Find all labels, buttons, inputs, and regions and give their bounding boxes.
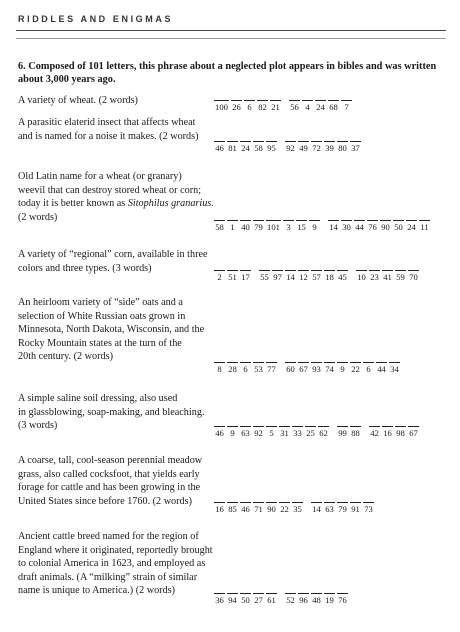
letter-slot: 9: [309, 220, 320, 232]
answer-word: [214, 362, 279, 374]
puzzle-intro: 6. Composed of 101 letters, this phrase about a neglected plot appears in bibles and was written about 3,000 years ago.: [18, 61, 437, 85]
letter-slot: 15: [297, 222, 306, 232]
clue-line: Minnesota, North Dakota, Wisconsin, and the: [18, 324, 205, 336]
letter-slot: 8: [214, 362, 225, 374]
letter-slot: 4: [302, 100, 313, 112]
header-rule: [16, 30, 446, 31]
letter-slot: 17: [241, 272, 250, 282]
answer-6: [214, 426, 427, 438]
letter-slot: 46: [241, 504, 250, 514]
letter-slot: 24: [316, 102, 325, 112]
letter-slot: 48: [312, 595, 321, 605]
letter-slot: 59: [396, 272, 405, 282]
letter-slot: 98: [396, 428, 405, 438]
letter-slot: 94: [228, 595, 237, 605]
answer-word: [285, 141, 363, 153]
letter-slot: 46: [215, 428, 224, 438]
letter-slot: 2: [214, 270, 225, 282]
clue-line: draft animals. (A “milking” strain of similar: [18, 571, 198, 583]
answer-word: [214, 220, 322, 232]
clue-7: [18, 454, 202, 508]
letter-slot: 96: [299, 595, 308, 605]
answer-word: [369, 426, 421, 438]
letter-slot: 6: [363, 362, 374, 374]
clue-2: [18, 116, 199, 143]
letter-slot: 50: [394, 222, 403, 232]
letter-slot: 100: [215, 102, 228, 112]
letter-slot: 7: [341, 100, 352, 112]
letter-slot: 14: [286, 272, 295, 282]
clue-4: [18, 248, 208, 275]
letter-slot: 12: [299, 272, 308, 282]
letter-slot: 30: [342, 222, 351, 232]
letter-slot: 3: [283, 220, 294, 232]
letter-slot: 34: [390, 364, 399, 374]
letter-slot: 90: [381, 222, 390, 232]
letter-slot: 37: [351, 143, 360, 153]
letter-slot: 76: [338, 595, 347, 605]
letter-slot: 63: [325, 504, 334, 514]
clue-line: A variety of “regional” corn, available in three: [18, 249, 208, 260]
letter-slot: 68: [329, 102, 338, 112]
letter-slot: 56: [290, 102, 299, 112]
clue-line: United States since before 1760. (2 words): [18, 495, 192, 507]
letter-slot: 18: [325, 272, 334, 282]
clue-1: [18, 94, 138, 108]
letter-slot: 62: [319, 428, 328, 438]
clue-line: Old Latin name for a wheat (or granary): [18, 171, 182, 182]
letter-slot: 72: [312, 143, 321, 153]
letter-slot: 93: [312, 364, 321, 374]
letter-slot: 10: [357, 272, 366, 282]
letter-slot: 61: [267, 595, 276, 605]
clue-line: and is named for a noise it makes. (2 words): [18, 130, 199, 142]
clue-line: 20th century. (2 words): [18, 351, 113, 363]
header-rule-thin: [16, 38, 446, 39]
letter-slot: 21: [271, 102, 280, 112]
answer-3: [214, 220, 438, 232]
letter-slot: 1: [227, 220, 238, 232]
letter-slot: 70: [409, 272, 418, 282]
answer-4: [214, 270, 427, 282]
clue-line: name is unique to America.) (2 words): [18, 585, 176, 597]
clue-5: [18, 296, 204, 364]
letter-slot: 33: [293, 428, 302, 438]
letter-slot: 52: [286, 595, 295, 605]
answer-word: [259, 270, 350, 282]
letter-slot: 60: [286, 364, 295, 374]
clue-line: A coarse, tall, cool-season perennial meadow: [18, 455, 203, 466]
letter-slot: 35: [293, 504, 302, 514]
letter-slot: 23: [370, 272, 379, 282]
letter-slot: 31: [280, 428, 289, 438]
letter-slot: 91: [351, 504, 360, 514]
letter-slot: 11: [420, 222, 429, 232]
clue-line: selection of White Russian oats grown in: [18, 310, 186, 322]
clue-6: [18, 392, 204, 433]
letter-slot: 81: [228, 143, 237, 153]
answer-8: [214, 593, 356, 605]
clue-3: [18, 170, 214, 224]
letter-slot: 90: [267, 504, 276, 514]
clue-line: grass, also called cocksfoot, that yields early: [18, 468, 200, 480]
clue-line: Ancient cattle breed named for the region of: [18, 531, 199, 542]
letter-slot: 42: [370, 428, 379, 438]
letter-slot: 24: [241, 143, 250, 153]
letter-slot: 46: [215, 143, 224, 153]
clue-line: An heirloom variety of “side” oats and a: [18, 297, 183, 308]
letter-slot: 44: [355, 222, 364, 232]
letter-slot: 85: [228, 504, 237, 514]
answer-5: [214, 362, 408, 374]
letter-slot: 82: [258, 102, 267, 112]
answer-word: [311, 502, 376, 514]
letter-slot: 6: [244, 100, 255, 112]
answer-word: [214, 593, 279, 605]
letter-slot: 19: [325, 595, 334, 605]
letter-slot: 76: [368, 222, 377, 232]
letter-slot: 101: [267, 222, 280, 232]
answer-word: [285, 362, 402, 374]
letter-slot: 95: [267, 143, 276, 153]
answer-word: [289, 100, 354, 112]
letter-slot: 92: [286, 143, 295, 153]
letter-slot: 67: [299, 364, 308, 374]
clue-line: today it is better known as Sitophilus granarius.: [18, 198, 214, 210]
letter-slot: 71: [254, 504, 263, 514]
letter-slot: 80: [338, 143, 347, 153]
letter-slot: 14: [329, 222, 338, 232]
letter-slot: 49: [299, 143, 308, 153]
letter-slot: 9: [227, 426, 238, 438]
letter-slot: 79: [254, 222, 263, 232]
answer-word: [214, 502, 305, 514]
section-header: RIDDLES AND ENIGMAS: [18, 14, 174, 24]
letter-slot: 27: [254, 595, 263, 605]
clue-line: in glassblowing, soap-making, and bleaching.: [18, 406, 205, 418]
letter-slot: 45: [338, 272, 347, 282]
letter-slot: 44: [377, 364, 386, 374]
clue-line: (3 words): [18, 420, 58, 432]
answer-word: [356, 270, 421, 282]
letter-slot: 51: [228, 272, 237, 282]
letter-slot: 5: [266, 426, 277, 438]
answer-word: [285, 593, 350, 605]
letter-slot: 57: [312, 272, 321, 282]
letter-slot: 53: [254, 364, 263, 374]
answer-word: [214, 426, 331, 438]
letter-slot: 16: [215, 504, 224, 514]
clue-line: A simple saline soil dressing, also used: [18, 393, 178, 404]
letter-slot: 73: [364, 504, 373, 514]
clue-line: Rocky Mountain states at the turn of the: [18, 337, 182, 349]
clue-line: England where it originated, reportedly brought: [18, 544, 213, 556]
letter-slot: 92: [254, 428, 263, 438]
clue-8: [18, 530, 213, 598]
letter-slot: 58: [254, 143, 263, 153]
letter-slot: 14: [312, 504, 321, 514]
answer-7: [214, 502, 382, 514]
letter-slot: 50: [241, 595, 250, 605]
clue-line: (2 words): [18, 211, 58, 223]
letter-slot: 55: [260, 272, 269, 282]
letter-slot: 28: [228, 364, 237, 374]
answer-word: [337, 426, 363, 438]
answer-word: [214, 100, 283, 112]
letter-slot: 39: [325, 143, 334, 153]
answer-1: [214, 100, 360, 112]
answer-word: [328, 220, 432, 232]
letter-slot: 26: [232, 102, 241, 112]
letter-slot: 24: [407, 222, 416, 232]
clue-line: forage for cattle and has been growing in the: [18, 482, 201, 494]
letter-slot: 79: [338, 504, 347, 514]
letter-slot: 67: [409, 428, 418, 438]
letter-slot: 58: [215, 222, 224, 232]
clue-line: colors and three types. (3 words): [18, 262, 152, 274]
letter-slot: 88: [351, 428, 360, 438]
clue-line: to colonial America in 1623, and employed as: [18, 558, 206, 570]
answer-word: [214, 141, 279, 153]
answer-word: [214, 270, 253, 282]
letter-slot: 40: [241, 222, 250, 232]
clue-line: A parasitic elaterid insect that affects wheat: [18, 117, 196, 128]
scientific-name: Sitophilus granarius.: [127, 198, 214, 210]
letter-slot: 22: [280, 504, 289, 514]
letter-slot: 41: [383, 272, 392, 282]
answer-2: [214, 141, 369, 153]
letter-slot: 99: [338, 428, 347, 438]
letter-slot: 63: [241, 428, 250, 438]
letter-slot: 22: [351, 364, 360, 374]
letter-slot: 97: [273, 272, 282, 282]
letter-slot: 74: [325, 364, 334, 374]
letter-slot: 6: [240, 362, 251, 374]
letter-slot: 16: [383, 428, 392, 438]
letter-slot: 25: [306, 428, 315, 438]
letter-slot: 9: [337, 362, 348, 374]
clue-line: A variety of wheat. (2 words): [18, 95, 138, 106]
clue-line: weevil that can destroy stored wheat or corn;: [18, 184, 202, 196]
letter-slot: 36: [215, 595, 224, 605]
letter-slot: 77: [267, 364, 276, 374]
